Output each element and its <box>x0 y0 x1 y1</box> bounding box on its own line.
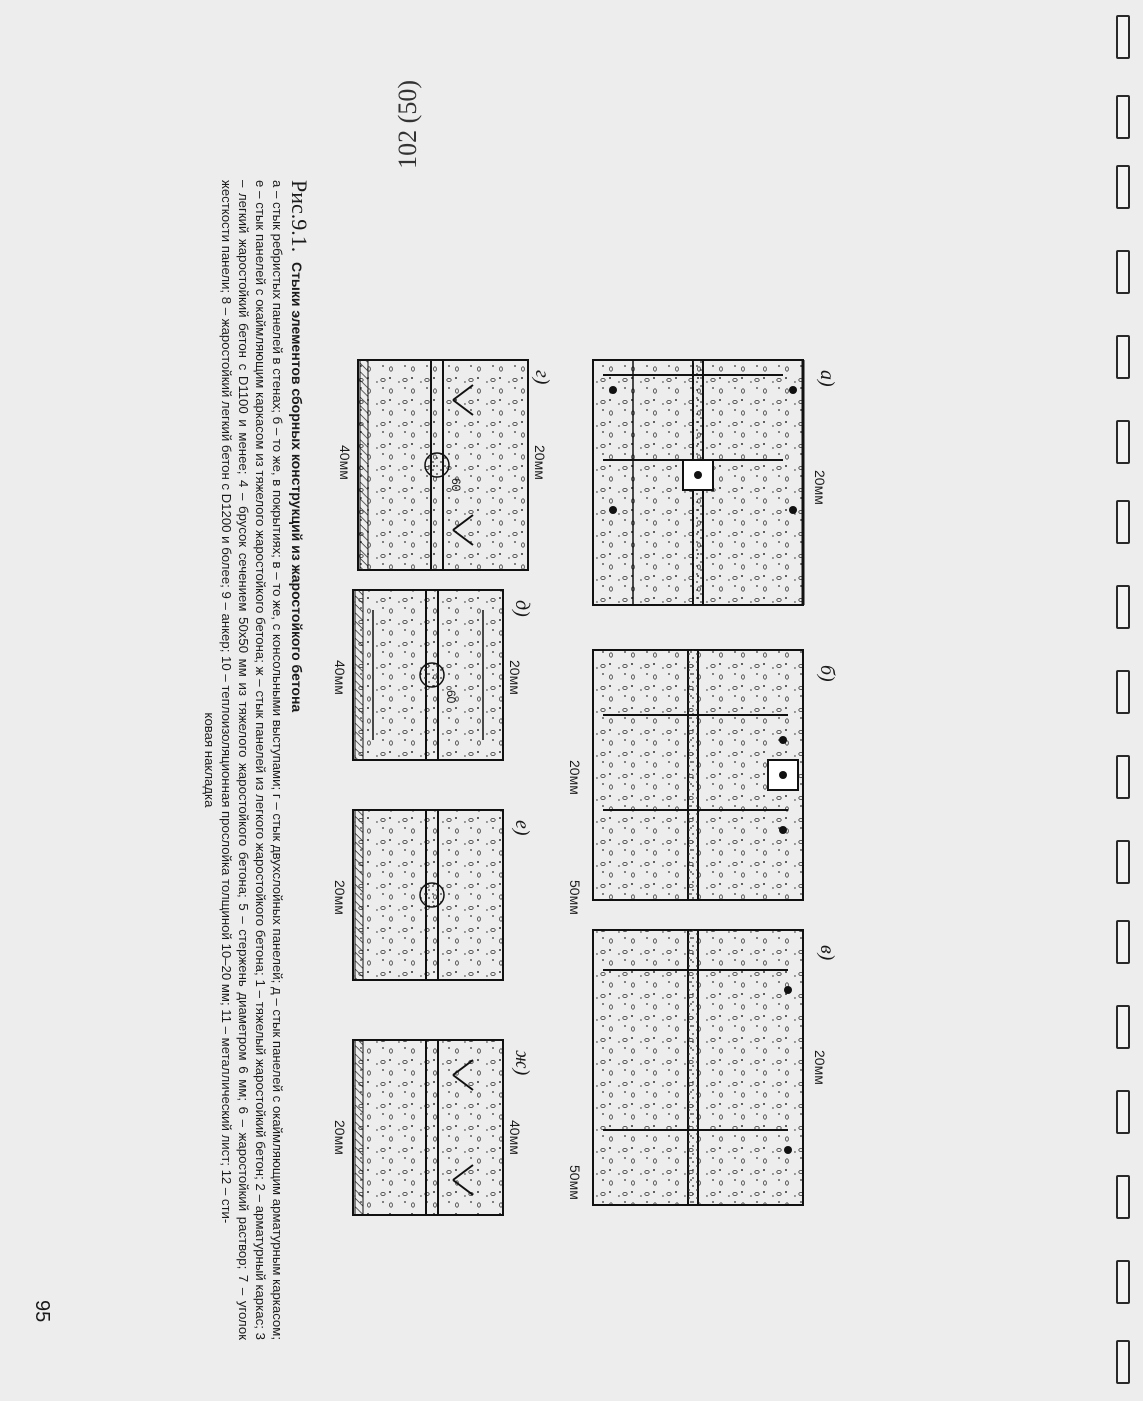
panel-e <box>353 810 503 980</box>
panel-g-dim-3: 60 <box>449 478 463 492</box>
figure-caption <box>201 180 312 1340</box>
panel-g-letter: г) <box>531 370 553 385</box>
panel-v-letter: в) <box>816 945 838 961</box>
panel-a <box>593 360 803 605</box>
handwritten-note: 102 (50) <box>393 80 422 169</box>
panel-b <box>593 650 803 900</box>
panel-d-dim-1: 20мм <box>507 660 523 695</box>
panel-g-dim-1: 20мм <box>532 445 548 480</box>
caption-end: ковая накладка <box>202 712 217 808</box>
panel-v <box>593 930 803 1205</box>
panel-g-dim-2: 40мм <box>337 445 353 480</box>
panel-d <box>353 590 503 760</box>
panel-zh-dim-2: 20мм <box>332 1120 348 1155</box>
figure-subtitle: Стыки элементов сборных конструкций из жаростойкого бетона <box>289 261 305 713</box>
panel-zh-dim-1: 40мм <box>507 1120 523 1155</box>
panel-a-dim: 20мм <box>812 470 828 505</box>
caption-heading <box>287 180 312 1340</box>
page-number: 95 <box>31 1300 53 1323</box>
panel-v-dim-1: 20мм <box>812 1050 828 1085</box>
panel-zh <box>353 1040 503 1215</box>
caption-text: а – стык ребристых панелей в стенах; б – то же, в покрытиях; в – то же, с консольными выступами; г – стык двухслойных панелей; д – стык панелей с окаймляющим арматурным каркасом; е – стык панелей с окаймляющим каркасом из тяжелого жаростойкого бетона; ж – стык панелей из легкого жаростойкого бетона; 1 – тяжелый жаростойкий бетон; 2 – арматурный каркас; 3 – легкий жаростойкий бетон с D1100 и менее; 4 – брусок сечением 50х50 мм из тяжелого жаростойкого бетона; 5 – стержень диаметром 6 мм; 6 – жаростойкий раствор; 7 – уголок жесткости панели; 8 – жаростойкий легкий бетон с D1200 и более; 9 – анкер; 10 – теплоизоляционная прослойка толщиной 10–20 мм; 11 – металлический лист; 12 – сти- <box>219 180 285 1340</box>
panel-zh-letter: ж) <box>511 1050 533 1076</box>
panel-v-dim-2: 50мм <box>567 1165 583 1200</box>
panel-b-letter: б) <box>816 665 838 682</box>
panel-b-dim-1: 20мм <box>567 760 583 795</box>
panel-b-dim-2: 50мм <box>567 880 583 915</box>
panel-d-dim-2: 40мм <box>332 660 348 695</box>
panel-d-dim-3: 60 <box>444 690 458 704</box>
panel-e-dim: 20мм <box>332 880 348 915</box>
panel-g <box>358 360 528 570</box>
figure-title: Рис.9.1. <box>287 180 312 253</box>
panel-d-letter: д) <box>511 600 533 617</box>
panel-e-letter: е) <box>511 820 533 836</box>
panel-a-letter: а) <box>816 370 838 387</box>
figure-drawings <box>313 0 1143 1401</box>
